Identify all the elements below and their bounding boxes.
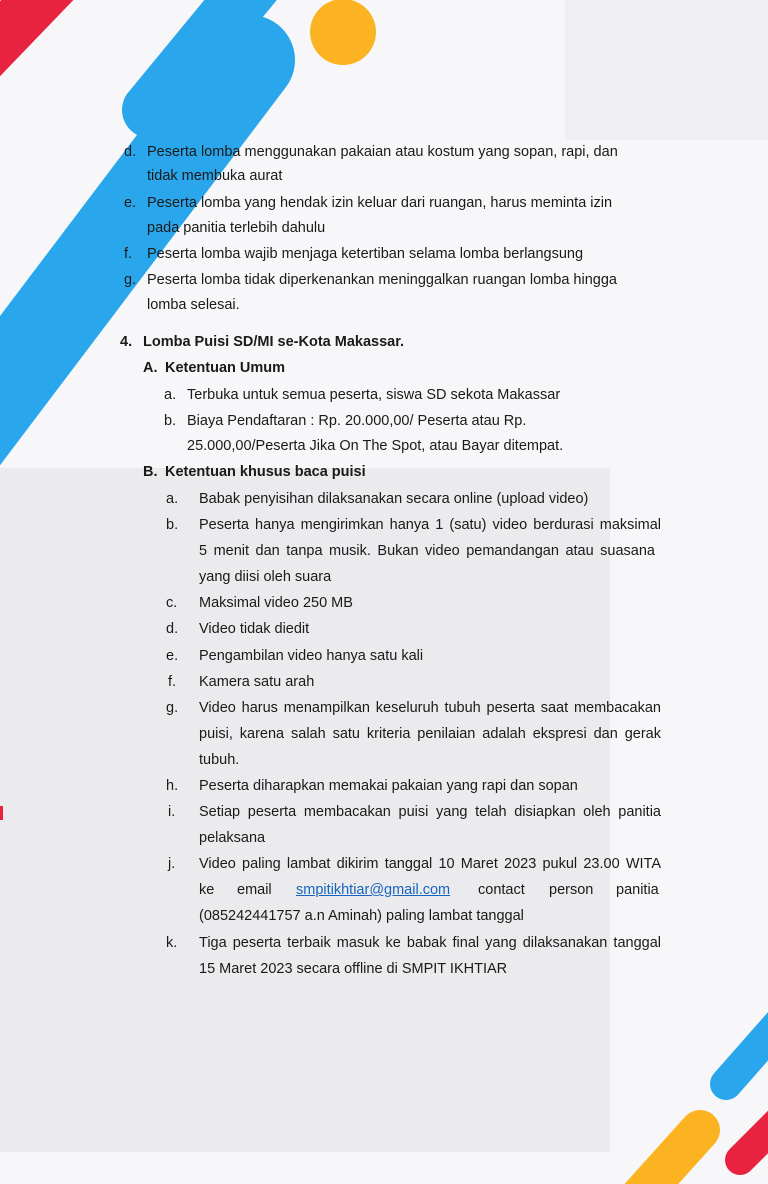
rule-text: tidak membuka aurat <box>147 168 283 184</box>
item-text: Video paling lambat dikirim tanggal 10 Maret 2023 pukul 23.00 WITA <box>199 856 661 872</box>
item-text: 25.000,00/Peserta Jika On The Spot, atau Bayar ditempat. <box>187 438 564 454</box>
email-link[interactable]: smpitikhtiar@gmail.com <box>296 882 451 898</box>
list-marker: e. <box>124 195 137 211</box>
subsection-marker: A. <box>143 360 158 376</box>
item-text: Peserta hanya mengirimkan hanya 1 (satu) video berdurasi maksimal <box>199 517 661 533</box>
list-marker: f. <box>124 246 133 262</box>
item-text: puisi, karena salah satu kriteria penilaian adalah ekspresi dan gerak <box>199 726 661 742</box>
item-text: Maksimal video 250 MB <box>199 595 353 611</box>
rule-text: Peserta lomba yang hendak izin keluar dari ruangan, harus meminta izin <box>147 195 613 211</box>
item-text: Terbuka untuk semua peserta, siswa SD sekota Makassar <box>187 387 561 403</box>
section-title: Lomba Puisi SD/MI se-Kota Makassar. <box>143 334 405 350</box>
item-text: Setiap peserta membacakan puisi yang telah disiapkan oleh panitia <box>199 804 661 820</box>
item-text: Kamera satu arah <box>199 674 315 690</box>
list-marker: a. <box>164 387 177 403</box>
rule-text: lomba selesai. <box>147 297 240 313</box>
list-marker: g. <box>166 700 179 716</box>
item-text: Video tidak diedit <box>199 621 310 637</box>
subsection-title: Ketentuan Umum <box>165 360 286 376</box>
section-number: 4. <box>120 334 133 350</box>
contact-word: ke <box>199 882 215 898</box>
item-text: Peserta diharapkan memakai pakaian yang rapi dan sopan <box>199 778 578 794</box>
item-text: Pengambilan video hanya satu kali <box>199 648 424 664</box>
list-marker: i. <box>168 804 176 820</box>
rule-text: Peserta lomba menggunakan pakaian atau kostum yang sopan, rapi, dan <box>147 144 618 160</box>
item-text: 5 menit dan tanpa musik. Bukan video pemandangan atau suasana <box>199 543 655 559</box>
list-marker: b. <box>166 517 179 533</box>
list-marker: g. <box>124 272 137 288</box>
list-marker: f. <box>168 674 177 690</box>
item-text: Tiga peserta terbaik masuk ke babak final yang dilaksanakan tanggal <box>199 935 661 951</box>
list-marker: b. <box>164 413 177 429</box>
item-text: yang diisi oleh suara <box>199 569 332 585</box>
list-marker: e. <box>166 648 179 664</box>
subsection-marker: B. <box>143 464 158 480</box>
item-text: 15 Maret 2023 secara offline di SMPIT IKHTIAR <box>199 961 508 977</box>
rule-text: Peserta lomba wajib menjaga ketertiban selama lomba berlangsung <box>147 246 584 262</box>
item-text: Biaya Pendaftaran : Rp. 20.000,00/ Peserta atau Rp. <box>187 413 527 429</box>
subsection-title: Ketentuan khusus baca puisi <box>165 464 366 480</box>
item-text: tubuh. <box>199 752 240 768</box>
rule-text: pada panitia terlebih dahulu <box>147 220 326 236</box>
item-text: Video harus menampilkan keseluruh tubuh peserta saat membacakan <box>199 700 661 716</box>
rule-text: Peserta lomba tidak diperkenankan meninggalkan ruangan lomba hingga <box>147 272 617 288</box>
list-marker: d. <box>166 621 179 637</box>
contact-word: email <box>237 882 272 898</box>
list-marker: d. <box>124 144 137 160</box>
item-text: (085242441757 a.n Aminah) paling lambat tanggal <box>199 908 524 924</box>
contact-word: contact <box>478 882 525 898</box>
list-marker: k. <box>166 935 178 951</box>
list-marker: j. <box>168 856 176 872</box>
item-text: pelaksana <box>199 830 266 846</box>
contact-word: panitia <box>616 882 659 898</box>
list-marker: h. <box>166 778 179 794</box>
list-marker: c. <box>166 595 178 611</box>
contact-word: person <box>549 882 594 898</box>
item-text: Babak penyisihan dilaksanakan secara online (upload video) <box>199 491 589 507</box>
list-marker: a. <box>166 491 179 507</box>
